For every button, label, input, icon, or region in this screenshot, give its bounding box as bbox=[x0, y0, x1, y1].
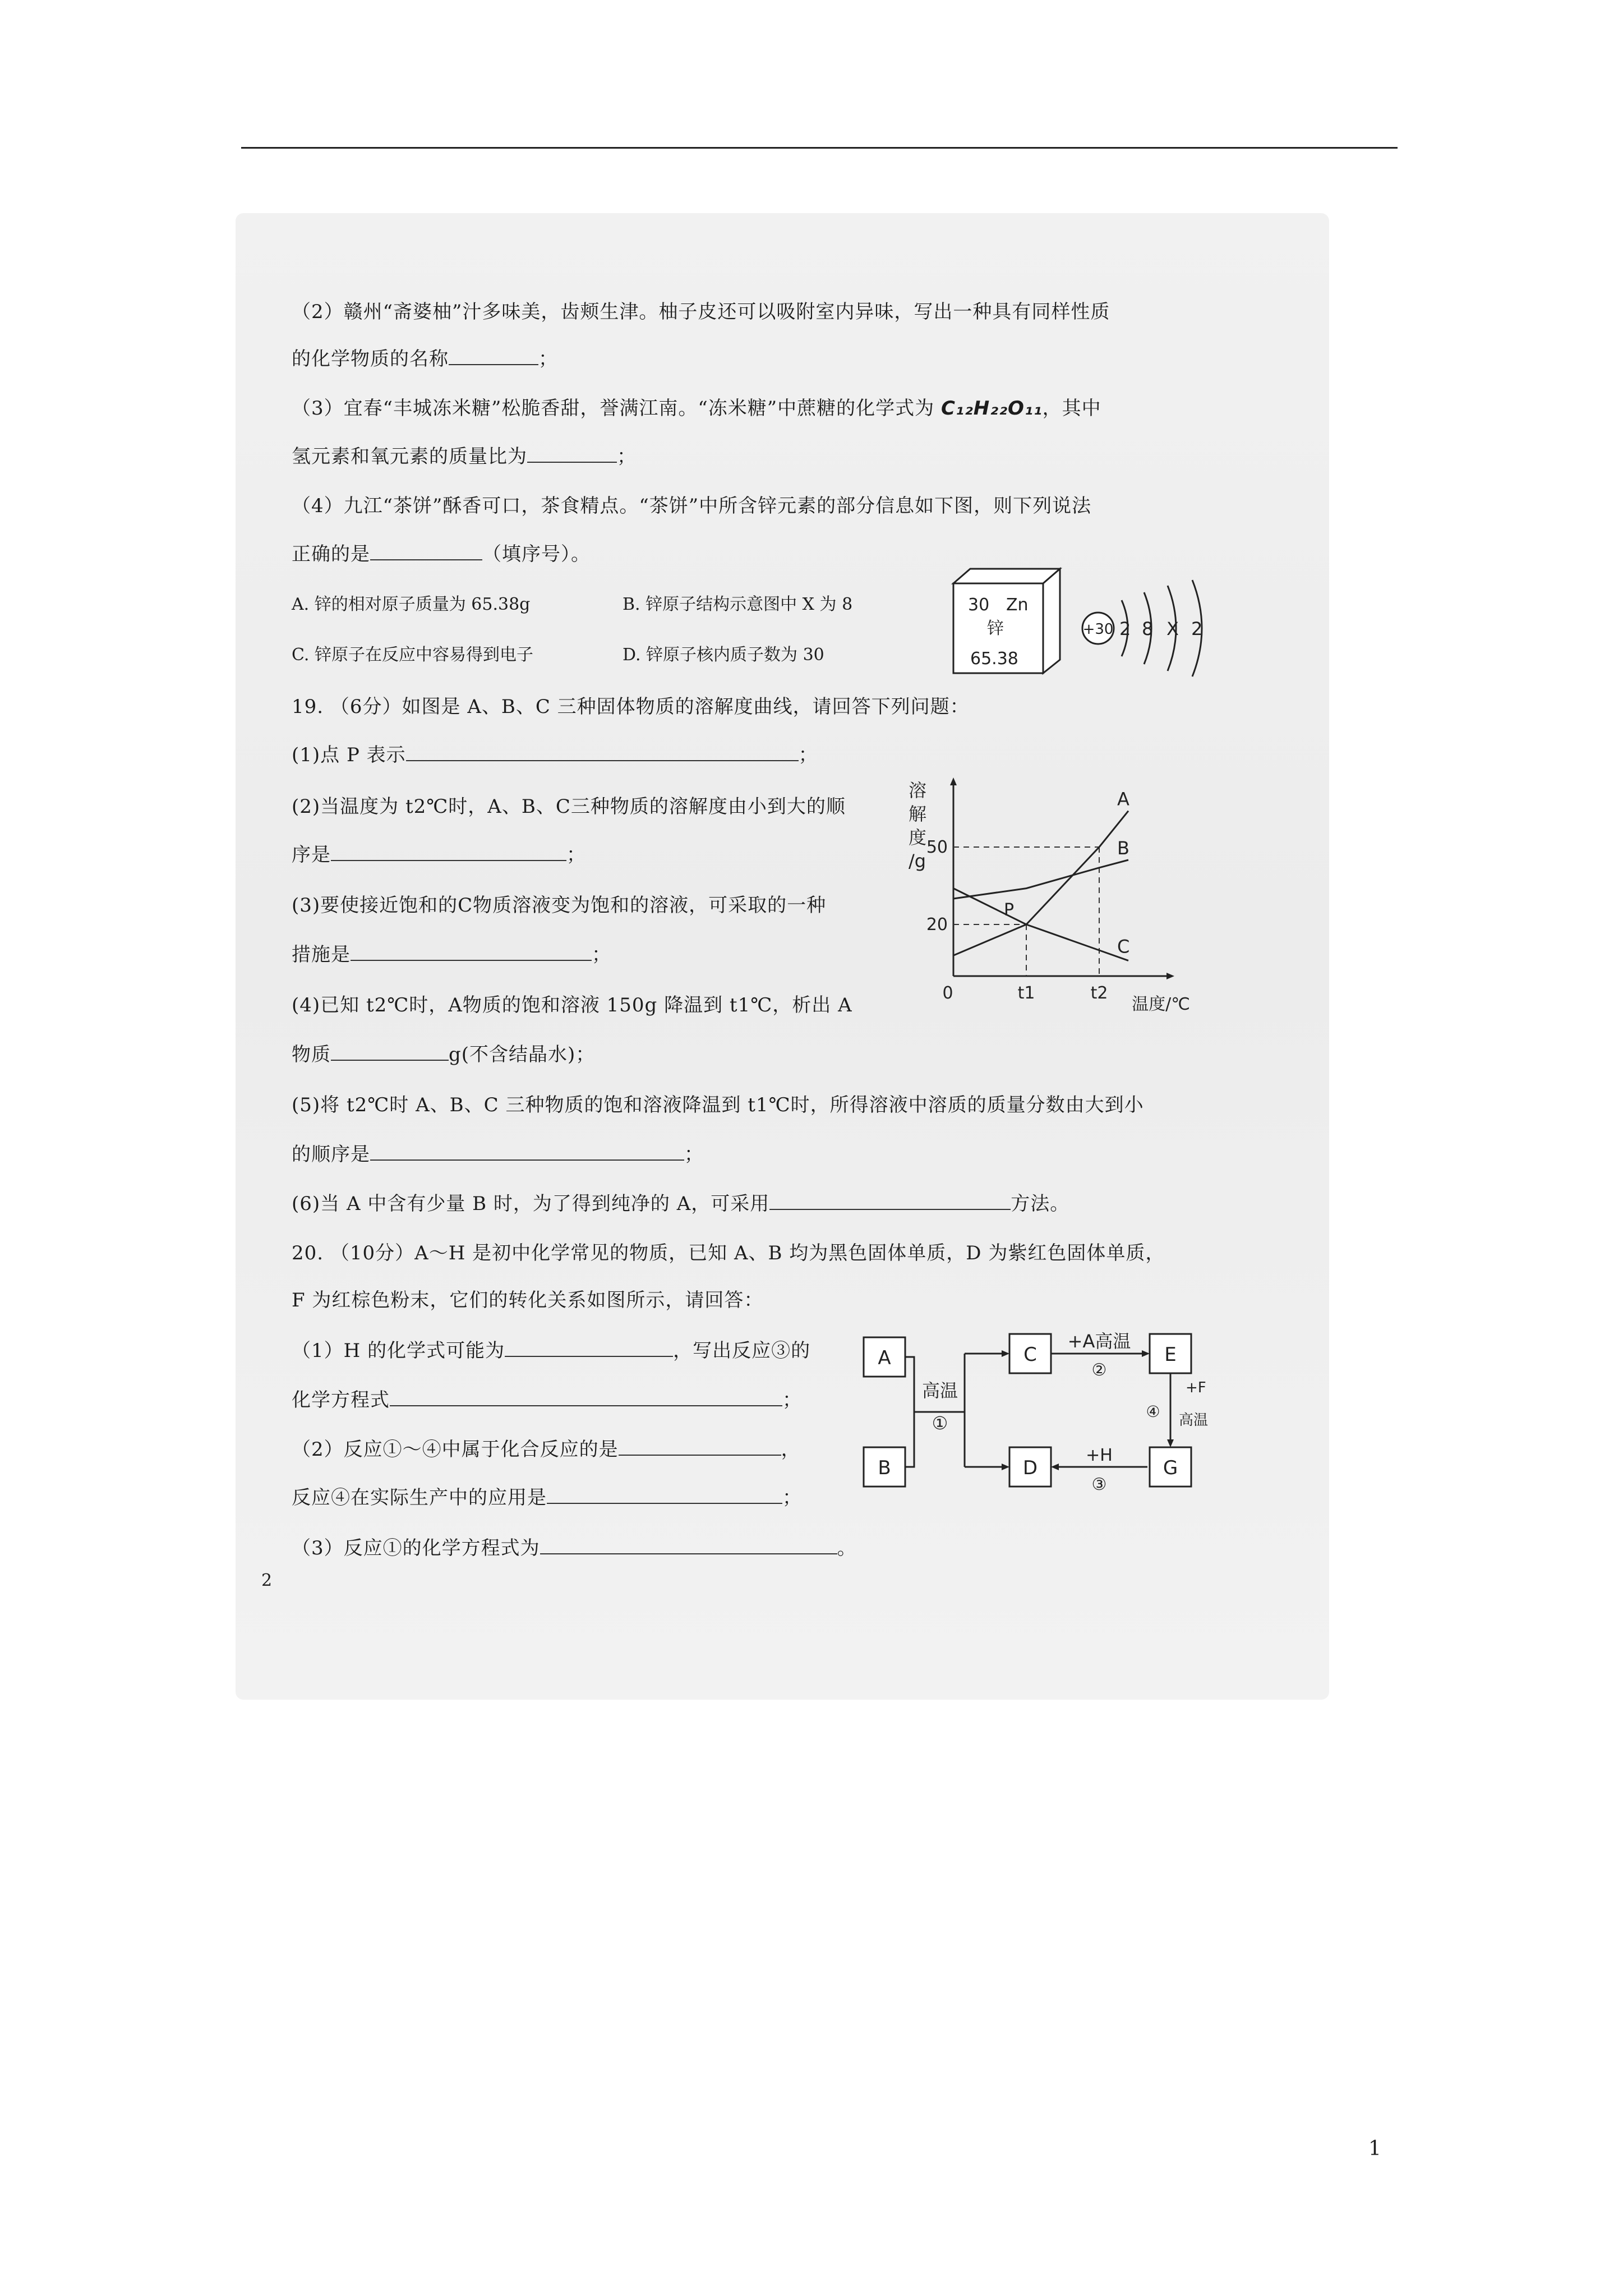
q18-part2-line1: （2）赣州“斋婆柚”汁多味美，齿颊生津。柚子皮还可以吸附室内异味，写出一种具有同样性质 bbox=[292, 301, 1110, 323]
reaction2-number: ② bbox=[1091, 1360, 1107, 1380]
q20-part3-end: 。 bbox=[837, 1537, 857, 1559]
q20-part1-text: （1）H 的化学式可能为 bbox=[292, 1340, 505, 1362]
solubility-chart bbox=[886, 774, 1200, 1027]
answer-blank-19-3[interactable] bbox=[351, 943, 592, 961]
node-b-label: B bbox=[878, 1457, 891, 1479]
y-tick-label: 20 bbox=[926, 915, 948, 935]
q20-part1-end: ，写出反应③的 bbox=[673, 1340, 811, 1362]
answer-blank-20-1[interactable] bbox=[505, 1339, 673, 1357]
q18-part3-end: ，其中 bbox=[1042, 397, 1101, 420]
q20-heading-line1: 20. （10分）A～H 是初中化学常见的物质，已知 A、B 均为黑色固体单质，D 为紫红色固体单质， bbox=[292, 1242, 1165, 1264]
answer-blank-19-1[interactable] bbox=[406, 743, 799, 761]
q20-part1-equation-text: 化学方程式 bbox=[292, 1389, 390, 1411]
y-axis-label-char: /g bbox=[909, 850, 926, 872]
q19-sub4-end: g(不含结晶水)； bbox=[449, 1043, 596, 1066]
q20-part2-line2 bbox=[292, 1482, 802, 1510]
answer-blank-20-3[interactable] bbox=[540, 1536, 837, 1554]
node-d-label: D bbox=[1022, 1457, 1038, 1479]
q18-option-b: B. 锌原子结构示意图中 X 为 8 bbox=[623, 595, 853, 614]
q19-sub6 bbox=[292, 1188, 1069, 1216]
zinc-atomic-number: 30 bbox=[968, 595, 990, 615]
q18-part2-line2 bbox=[292, 343, 558, 371]
header-rule bbox=[241, 147, 1398, 149]
scan-page-number: 2 bbox=[261, 1571, 273, 1590]
zinc-element-figure bbox=[948, 561, 1262, 679]
x-tick-label: 0 bbox=[942, 983, 953, 1003]
answer-blank-18-3[interactable] bbox=[527, 445, 617, 463]
q18-part3-line2 bbox=[292, 441, 637, 468]
y-tick-label: 50 bbox=[926, 838, 948, 857]
q19-sub3-text: 措施是 bbox=[292, 944, 351, 966]
answer-blank-20-2[interactable] bbox=[619, 1438, 781, 1456]
y-axis-label-char: 溶 bbox=[909, 780, 927, 801]
q18-part2-end: ； bbox=[538, 348, 558, 370]
q18-part3-text: （3）宜春“丰城冻米糖”松脆香甜，誉满江南。“冻米糖”中蔗糖的化学式为 bbox=[292, 397, 935, 420]
q20-part2-line1 bbox=[292, 1434, 801, 1461]
q19-sub1 bbox=[292, 739, 818, 767]
q18-part2-text: 的化学物质的名称 bbox=[292, 348, 449, 370]
x-tick-label: t2 bbox=[1090, 983, 1108, 1003]
x-tick-label: t1 bbox=[1017, 983, 1035, 1003]
q20-part2-application-text: 反应④在实际生产中的应用是 bbox=[292, 1487, 547, 1509]
series-label-B: B bbox=[1117, 838, 1129, 859]
q19-sub2-text: 序是 bbox=[292, 844, 331, 866]
q18-option-d: D. 锌原子核内质子数为 30 bbox=[623, 645, 824, 665]
reaction2-condition: +A高温 bbox=[1067, 1331, 1131, 1352]
node-e-label: E bbox=[1164, 1343, 1177, 1366]
q19-sub5-end: ； bbox=[684, 1143, 704, 1166]
q19-sub5-line1: (5)将 t2℃时 A、B、C 三种物质的饱和溶液降温到 t1℃时，所得溶液中溶质的质量分数由大到小 bbox=[292, 1094, 1144, 1116]
q20-part1-equation-end: ； bbox=[782, 1389, 802, 1411]
zinc-shell-3: X bbox=[1166, 618, 1179, 639]
q18-option-a: A. 锌的相对原子质量为 65.38g bbox=[292, 595, 531, 614]
q19-sub3-end: ； bbox=[592, 944, 611, 966]
answer-blank-19-6[interactable] bbox=[769, 1192, 1011, 1210]
q20-part2-end: ， bbox=[781, 1438, 801, 1461]
answer-blank-19-5[interactable] bbox=[370, 1143, 684, 1161]
q20-heading-line2: F 为红棕色粉末，它们的转化关系如图所示，请回答： bbox=[292, 1289, 764, 1312]
q19-sub4-line2 bbox=[292, 1039, 595, 1066]
answer-blank-19-2[interactable] bbox=[331, 843, 566, 861]
answer-blank-18-4[interactable] bbox=[370, 542, 482, 560]
zinc-element-tile bbox=[953, 569, 1060, 673]
q20-part2-text: （2）反应①～④中属于化合反应的是 bbox=[292, 1438, 619, 1461]
curve-B bbox=[953, 860, 1128, 899]
reaction4-reagent: +F bbox=[1186, 1379, 1206, 1396]
answer-blank-20-2b[interactable] bbox=[547, 1486, 782, 1504]
y-axis-label-char: 度 bbox=[909, 827, 927, 848]
q19-sub3-line2 bbox=[292, 939, 611, 967]
reaction4-number: ④ bbox=[1146, 1402, 1160, 1421]
zinc-nucleus-charge: +30 bbox=[1082, 621, 1114, 638]
q19-sub4-line1: (4)已知 t2℃时，A物质的饱和溶液 150g 降温到 t1℃，析出 A bbox=[292, 994, 852, 1016]
q19-sub6-text: (6)当 A 中含有少量 B 时，为了得到纯净的 A，可采用 bbox=[292, 1193, 770, 1215]
q19-sub5-line2 bbox=[292, 1139, 704, 1166]
curve-A bbox=[953, 811, 1128, 956]
point-p-label: P bbox=[1004, 900, 1015, 920]
answer-blank-19-4[interactable] bbox=[331, 1043, 449, 1061]
q19-sub2-line1: (2)当温度为 t2℃时，A、B、C三种物质的溶解度由小到大的顺 bbox=[292, 795, 846, 818]
q19-sub1-end: ； bbox=[798, 744, 818, 766]
q19-sub5-text: 的顺序是 bbox=[292, 1143, 370, 1166]
q18-part4-question: 正确的是 bbox=[292, 543, 370, 565]
zinc-shell-1: 2 bbox=[1119, 618, 1131, 639]
y-axis-label bbox=[909, 780, 926, 872]
reaction1-condition: 高温 bbox=[921, 1380, 958, 1401]
q20-part1-line2 bbox=[292, 1384, 802, 1412]
y-axis-label-char: 解 bbox=[909, 803, 927, 825]
page-number: 1 bbox=[1368, 2137, 1381, 2160]
zinc-shell-4: 2 bbox=[1191, 618, 1203, 639]
zinc-shell-2: 8 bbox=[1142, 618, 1154, 639]
q18-option-c: C. 锌原子在反应中容易得到电子 bbox=[292, 645, 533, 665]
reaction4-condition: 高温 bbox=[1179, 1412, 1209, 1429]
q20-part1-line1 bbox=[292, 1335, 810, 1363]
q19-sub3-line1: (3)要使接近饱和的C物质溶液变为饱和的溶液，可采取的一种 bbox=[292, 894, 827, 917]
node-c-label: C bbox=[1023, 1343, 1037, 1366]
q18-part4-line1: （4）九江“茶饼”酥香可口，茶食精点。“茶饼”中所含锌元素的部分信息如下图，则下列说法 bbox=[292, 495, 1092, 517]
series-label-C: C bbox=[1117, 936, 1130, 958]
q20-part3-text: （3）反应①的化学方程式为 bbox=[292, 1537, 540, 1559]
zinc-symbol: Zn bbox=[1006, 595, 1029, 615]
q19-sub4-text: 物质 bbox=[292, 1043, 331, 1066]
curve-C bbox=[953, 889, 1128, 961]
node-a-label: A bbox=[878, 1347, 891, 1369]
q20-part2-application-end: ； bbox=[782, 1487, 802, 1509]
zinc-name: 锌 bbox=[987, 619, 1004, 638]
q18-part3-line1 bbox=[292, 393, 1101, 420]
zinc-atomic-structure bbox=[1082, 580, 1202, 677]
reaction1-number: ① bbox=[932, 1412, 948, 1434]
zinc-atomic-mass: 65.38 bbox=[970, 649, 1018, 669]
q19-heading: 19. （6分）如图是 A、B、C 三种固体物质的溶解度曲线，请回答下列问题： bbox=[292, 696, 970, 718]
q18-part4-end: （填序号）。 bbox=[482, 543, 591, 565]
series-label-A: A bbox=[1117, 788, 1129, 810]
answer-blank-18-2[interactable] bbox=[449, 347, 538, 365]
reaction3-reagent: +H bbox=[1086, 1446, 1113, 1465]
q19-sub2-line2 bbox=[292, 839, 586, 867]
q19-sub6-end: 方法。 bbox=[1011, 1193, 1070, 1215]
reaction-diagram bbox=[852, 1324, 1234, 1503]
reaction3-number: ③ bbox=[1091, 1475, 1107, 1494]
node-g-label: G bbox=[1163, 1457, 1178, 1479]
q18-part4-line2 bbox=[292, 539, 591, 566]
x-axis-label: 温度/℃ bbox=[1132, 995, 1190, 1014]
q19-sub1-text: (1)点 P 表示 bbox=[292, 744, 406, 766]
q20-part3 bbox=[292, 1533, 857, 1560]
q19-sub2-end: ； bbox=[566, 844, 586, 866]
q18-part3-end2: ； bbox=[617, 445, 637, 468]
sucrose-formula: C₁₂H₂₂O₁₁ bbox=[940, 397, 1043, 420]
answer-blank-20-1b[interactable] bbox=[390, 1388, 782, 1406]
q18-part3-question: 氢元素和氧元素的质量比为 bbox=[292, 445, 527, 468]
